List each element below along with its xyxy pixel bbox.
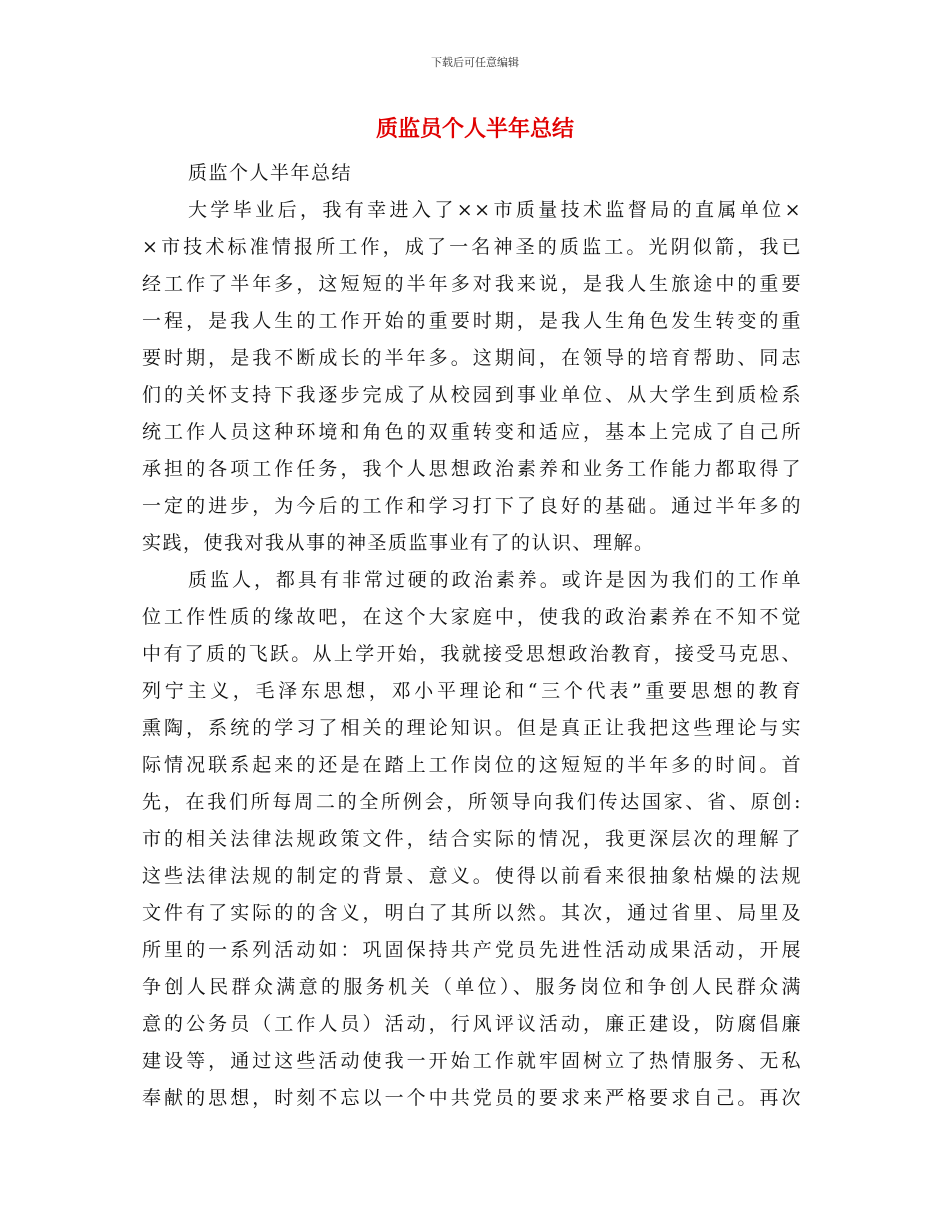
paragraph-2-line: 质监人，都具有非常过硬的政治素养。或许是因为我们的工作单 [188, 569, 802, 591]
paragraph-1-line: 实践，使我对我从事的神圣质监事业有了的认识、理解。 [142, 532, 655, 554]
paragraph-1-line: 大学毕业后，我有幸进入了××市质量技术监督局的直属单位× [188, 199, 802, 221]
paragraph-2-line: 市的相关法律法规政策文件，结合实际的情况，我更深层次的理解了 [142, 828, 802, 850]
paragraph-1-line: 统工作人员这种环境和角色的双重转变和适应，基本上完成了自己所 [142, 421, 802, 443]
paragraph-2-line: 先，在我们所每周二的全所例会，所领导向我们传达国家、省、原创: [142, 791, 802, 813]
header-note: 下载后可任意编辑 [431, 56, 519, 69]
paragraph-2-line: 位工作性质的缘故吧，在这个大家庭中，使我的政治素养在不知不觉 [142, 606, 802, 628]
paragraph-2-line: 列宁主义，毛泽东思想，邓小平理论和“三个代表”重要思想的教育 [142, 680, 802, 702]
paragraph-2-line: 建设等，通过这些活动使我一开始工作就牢固树立了热情服务、无私 [142, 1050, 802, 1072]
paragraph-1-line: 一定的进步，为今后的工作和学习打下了良好的基础。通过半年多的 [142, 495, 802, 517]
paragraph-2-line: 所里的一系列活动如：巩固保持共产党员先进性活动成果活动，开展 [142, 939, 802, 961]
document-body [142, 155, 802, 1117]
paragraph-1-line: 经工作了半年多，这短短的半年多对我来说，是我人生旅途中的重要 [142, 273, 802, 295]
paragraph-2-line: 中有了质的飞跃。从上学开始，我就接受思想政治教育，接受马克思、 [142, 643, 802, 665]
document-title: 质监员个人半年总结 [375, 117, 574, 142]
paragraph-1-line: 一程，是我人生的工作开始的重要时期，是我人生角色发生转变的重 [142, 310, 802, 332]
paragraph-2-line: 文件有了实际的的含义，明白了其所以然。其次，通过省里、局里及 [142, 902, 802, 924]
paragraph-1-line: 们的关怀支持下我逐步完成了从校园到事业单位、从大学生到质检系 [142, 384, 802, 406]
paragraph-1-line: ×市技术标准情报所工作，成了一名神圣的质监工。光阴似箭，我已 [142, 236, 802, 258]
paragraph-1-line: 承担的各项工作任务，我个人思想政治素养和业务工作能力都取得了 [142, 458, 802, 480]
paragraph-2-line: 奉献的思想，时刻不忘以一个中共党员的要求来严格要求自己。再次 [142, 1087, 802, 1109]
paragraph-2-line: 熏陶，系统的学习了相关的理论知识。但是真正让我把这些理论与实 [142, 717, 802, 739]
paragraph-2-line: 际情况联系起来的还是在踏上工作岗位的这短短的半年多的时间。首 [142, 754, 802, 776]
document-subtitle: 质监个人半年总结 [188, 162, 353, 184]
paragraph-2-line: 这些法律法规的制定的背景、意义。使得以前看来很抽象枯燥的法规 [142, 865, 802, 887]
paragraph-2-line: 争创人民群众满意的服务机关（单位）、服务岗位和争创人民群众满 [142, 976, 802, 998]
paragraph-2-line: 意的公务员（工作人员）活动，行风评议活动，廉正建设，防腐倡廉 [142, 1013, 802, 1035]
paragraph-1-line: 要时期，是我不断成长的半年多。这期间，在领导的培育帮助、同志 [142, 347, 802, 369]
